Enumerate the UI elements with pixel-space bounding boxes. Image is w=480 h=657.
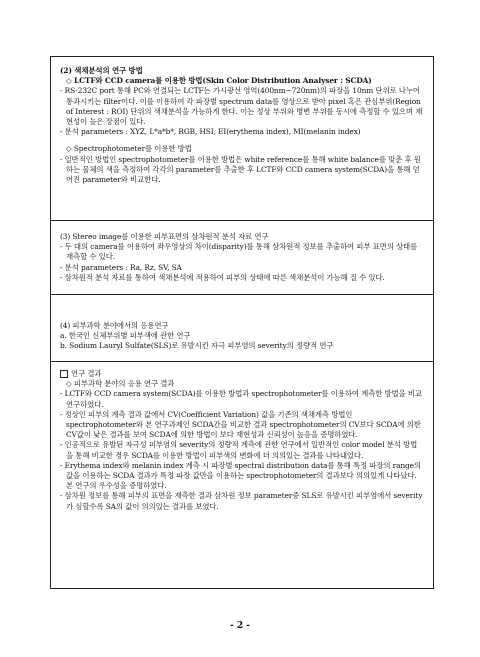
heading-results: 연구 결과 xyxy=(71,369,102,378)
subheading-lctf: ◇ LCTF와 CCD camera를 이용한 방법(Skin Color Distribution Analyser : SCDA) xyxy=(66,76,372,86)
paragraph-parameters: - 분석 parameters : XYZ, L*a*b*, RGB, HSI, EI(erythema index), MI(melanin index) xyxy=(60,127,361,137)
paragraph-stereo-2: - 분석 parameters : Ra, Rz, SV, SA xyxy=(60,262,182,272)
section-results xyxy=(51,369,433,512)
heading-stereo: (3) Stereo image를 이용한 피부표면의 삼차원적 분석 자료 연구 xyxy=(60,232,269,241)
section-methods xyxy=(51,66,433,185)
paragraph-applied-b: b. Sodium Lauryl Sulfate(SLS)로 유발시킨 자극 피부염의 severity의 정량적 연구 xyxy=(60,341,334,351)
paragraph-stereo-1: - 두 대의 camera를 이용하여 좌우영상의 차이(disparity)를 통해 삼차원적 정보를 추출하여 피부 표면의 상태를 재측할 수 있다. xyxy=(60,242,418,262)
divider-3 xyxy=(51,361,433,362)
content-box xyxy=(50,56,434,589)
paragraph-result-1: - LCTF와 CCD camera system(SCDA)를 이용한 방법과 spectrophotometer를 이용하여 계측한 방법을 비교 연구하였다. xyxy=(60,389,422,409)
paragraph-spectrophotometer: - 일반적인 방법인 spectrophotometer를 이용한 방법은 white reference를 통해 white balance를 맞춘 후 원하는 물체의 색을 측정하여 각각의 parameter를 추출한 후 LCTF와 CCD camera system(SCDA)을 통해 얻어진 parameter와 비교한다. xyxy=(60,154,421,185)
heading-applied: (4) 피부과학 분야에서의 응용연구 xyxy=(60,321,169,330)
paragraph-result-3: - 인공적으로 유발된 자극성 피부염의 severity의 정량적 계측에 관한 연구에서 일반적인 color model 분석 방법을 통해 비교한 경우 SCDA를 이용한 방법이 피부색의 변화에 더 의의있는 결과를 나타내었다. xyxy=(60,440,418,460)
paragraph-result-5: - 삼차원 정보를 통해 피부의 표면을 재측한 결과 삼차원 정보 parameter중 SLS로 유발시킨 피부염에서 severity가 심할수록 SA의 값이 의의있는 결과를 보였다. xyxy=(60,491,423,511)
checkbox-icon xyxy=(60,370,68,378)
paragraph-result-2: - 정상인 피부의 계측 결과 값에서 CV(Coefficient Variation) 값을 기존의 색채계측 방법인 spectrophotometer와 본 연구과제인 SCDA간을 비교한 결과 spectrophotometer의 CV보다 SCDA에 의한 CV값이 낮은 결과를 보여 SCDA에 의한 방법이 보다 재현성과 신뢰성이 높음을 증명하였다. xyxy=(60,409,421,440)
paragraph-result-4: - Erythema index와 melanin index 계측 시 파장별 spectral distribution data를 통해 특정 파장의 range의 값을 이용하는 SCDA 결과가 특정 파장 값만을 이용하는 spectrophotometer의 결과보다 의의있게 나타났다. 본 연구의 우수성을 증명하였다. xyxy=(60,460,421,491)
section-applied xyxy=(51,321,433,352)
divider-2 xyxy=(51,294,433,295)
section-stereo xyxy=(51,232,433,283)
paragraph-lctf: - RS-232C port 통해 PC와 연결되는 LCTF는 가시광선 영역(400nm~720nm)의 파장을 10nm 단위로 나누어 통과시키는 filter이다. 이를 이용하여 각 파장별 spectrum data를 영상으로 받아 pixel 혹은 관심부위(Region of Interest : ROI) 단위의 색채분석을 가능하게 한다. 이는 정상 부위와 병변 부위를 동시에 측정할 수 있으며 재현성이 높은 장점이 있다. xyxy=(60,86,423,127)
paragraph-applied-a: a. 한국인 신체부위별 피부색에 관한 연구 xyxy=(60,331,191,341)
divider-1 xyxy=(51,220,433,221)
page-number: - 2 - xyxy=(230,621,250,631)
subheading-results: ◇ 피부과학 분야의 응용 연구 결과 xyxy=(66,379,175,389)
paragraph-stereo-3: - 삼차원적 분석 자료를 통하여 색채분석에 적용하여 피부의 상태에 따른 색채분석이 가능해 질 수 있다. xyxy=(60,272,385,282)
subheading-spectrophotometer: ◇ Spectrophotometer를 이용한 방법 xyxy=(66,144,192,154)
heading-color-analysis: (2) 색채분석의 연구 방법 xyxy=(60,66,143,75)
